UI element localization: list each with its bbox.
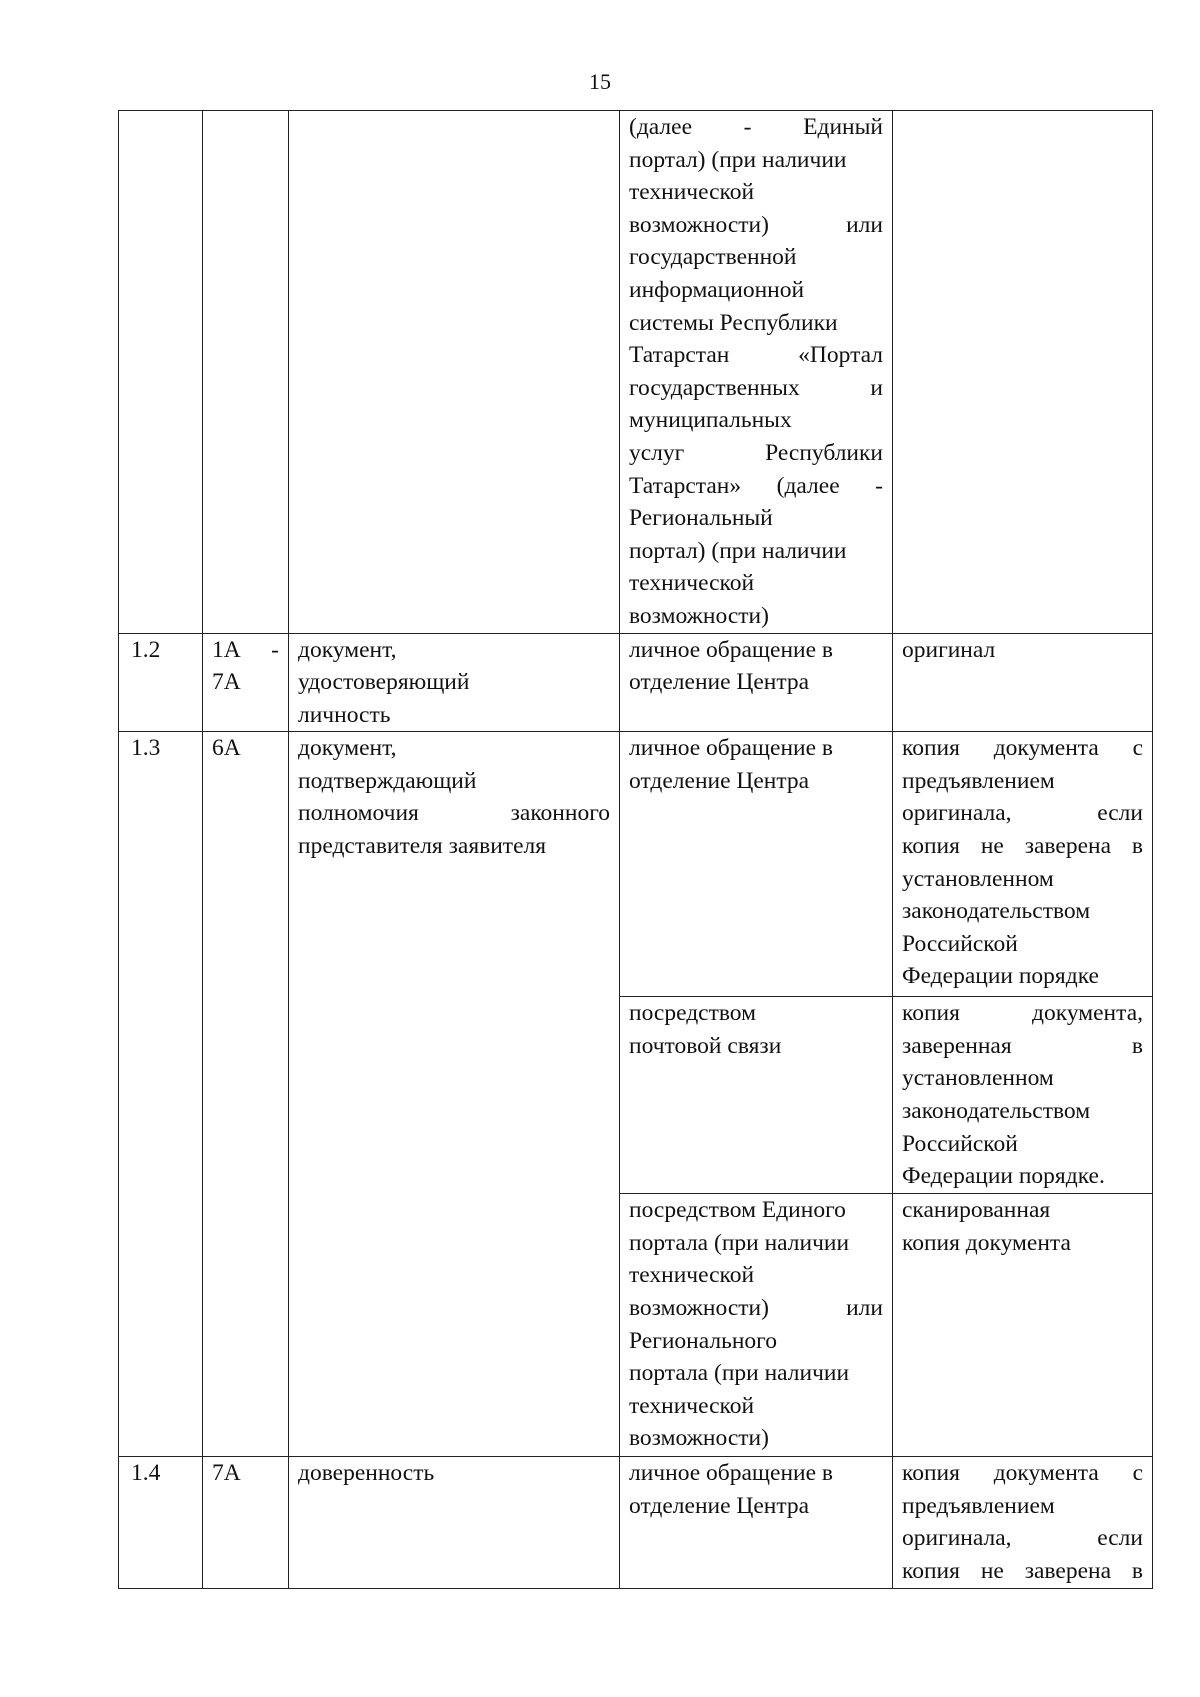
- text-line: возможности): [629, 1425, 769, 1452]
- cell-code: [203, 732, 289, 1457]
- text-line: портала (при наличии: [629, 1360, 850, 1387]
- cell-num: 1.4: [119, 1457, 203, 1588]
- text-line: 1А -: [212, 636, 279, 663]
- text-line: законодательством: [902, 1098, 1091, 1125]
- cell-method: [620, 1194, 893, 1457]
- text-line: документ,: [298, 735, 397, 762]
- text-line: Российской: [902, 1130, 1018, 1157]
- text-line: копия не заверена в: [902, 833, 1143, 860]
- cell-form: [893, 1457, 1153, 1588]
- text-line: технической: [629, 570, 755, 597]
- text-line: 6А: [212, 735, 241, 762]
- text-line: предъявлением: [902, 767, 1055, 794]
- text-line: технической: [629, 1262, 755, 1289]
- text-line: 7А: [212, 1460, 241, 1487]
- text-line: полномочия законного: [298, 800, 610, 827]
- cell-document: [289, 1457, 620, 1588]
- text-line: Региональный: [629, 505, 773, 532]
- cell-document: [289, 732, 620, 1457]
- text-line: подтверждающий: [298, 767, 477, 794]
- text-line: Регионального: [629, 1327, 777, 1354]
- text-line: отделение Центра: [629, 767, 810, 794]
- text-line: портал) (при наличии: [629, 537, 847, 564]
- table-row-continued: [119, 111, 1153, 634]
- text-line: почтовой связи: [629, 1032, 782, 1059]
- cell-method: [620, 1457, 893, 1588]
- cell-form: [893, 633, 1153, 732]
- text-line: информационной: [629, 276, 805, 303]
- text-line: документ,: [298, 636, 397, 663]
- text-line: заверенная в: [902, 1032, 1143, 1059]
- cell-method: [620, 111, 893, 634]
- text-line: услуг Республики: [629, 439, 883, 466]
- text-line: сканированная: [902, 1197, 1051, 1224]
- cell-num: [119, 111, 203, 634]
- text-line: личное обращение в: [629, 735, 834, 762]
- cell-form: [893, 1194, 1153, 1457]
- text-line: оригинала, если: [902, 800, 1143, 827]
- text-line: доверенность: [298, 1460, 435, 1487]
- cell-document: [289, 633, 620, 732]
- text-line: системы Республики: [629, 309, 838, 336]
- text-line: отделение Центра: [629, 1492, 810, 1519]
- text-line: Федерации порядке: [902, 963, 1099, 990]
- text-line: отделение Центра: [629, 669, 810, 696]
- text-line: возможности) или: [629, 211, 883, 238]
- text-line: Татарстан «Портал: [629, 342, 883, 369]
- cell-form: [893, 732, 1153, 997]
- text-line: копия не заверена в: [902, 1558, 1143, 1585]
- cell-method: [620, 732, 893, 997]
- cell-code: [203, 633, 289, 732]
- text-line: оригинал: [902, 636, 996, 663]
- cell-code: [203, 111, 289, 634]
- cell-method: [620, 997, 893, 1194]
- cell-code: [203, 1457, 289, 1588]
- text-line: Федерации порядке.: [902, 1163, 1105, 1190]
- text-line: посредством Единого: [629, 1197, 846, 1224]
- text-line: предъявлением: [902, 1492, 1055, 1519]
- text-line: установленном: [902, 1065, 1054, 1092]
- text-line: 7А: [212, 669, 241, 696]
- text-line: Российской: [902, 930, 1018, 957]
- text-line: Татарстан» (далее -: [629, 472, 883, 499]
- text-line: личное обращение в: [629, 636, 834, 663]
- text-line: копия документа с: [902, 735, 1143, 762]
- text-line: копия документа с: [902, 1460, 1143, 1487]
- text-line: портал) (при наличии: [629, 146, 847, 173]
- text-line: копия документа,: [902, 1000, 1143, 1027]
- text-line: представителя заявителя: [298, 833, 547, 860]
- text-line: (далее - Единый: [629, 114, 883, 140]
- cell-method: [620, 633, 893, 732]
- cell-num: 1.2: [119, 633, 203, 732]
- documents-table: [118, 110, 1153, 1589]
- table-row: [119, 633, 1153, 732]
- cell-num: 1.3: [119, 732, 203, 1457]
- cell-form: [893, 111, 1153, 634]
- cell-form: [893, 997, 1153, 1194]
- text-line: копия документа: [902, 1229, 1071, 1256]
- text-line: возможности) или: [629, 1295, 883, 1322]
- text-line: технической: [629, 1392, 755, 1419]
- page-number: 15: [589, 69, 611, 94]
- text-line: государственных и: [629, 374, 883, 401]
- text-line: технической: [629, 179, 755, 206]
- cell-document: [289, 111, 620, 634]
- table-row: [119, 732, 1153, 997]
- text-line: личное обращение в: [629, 1460, 834, 1487]
- table-row: [119, 1457, 1153, 1588]
- text-line: возможности): [629, 602, 769, 629]
- text-line: законодательством: [902, 898, 1091, 925]
- text-line: государственной: [629, 244, 797, 271]
- text-line: посредством: [629, 1000, 756, 1027]
- text-line: личность: [298, 701, 391, 728]
- text-line: удостоверяющий: [298, 669, 470, 696]
- text-line: оригинала, если: [902, 1525, 1143, 1552]
- text-line: установленном: [902, 865, 1054, 892]
- text-line: муниципальных: [629, 407, 792, 434]
- text-line: портала (при наличии: [629, 1229, 850, 1256]
